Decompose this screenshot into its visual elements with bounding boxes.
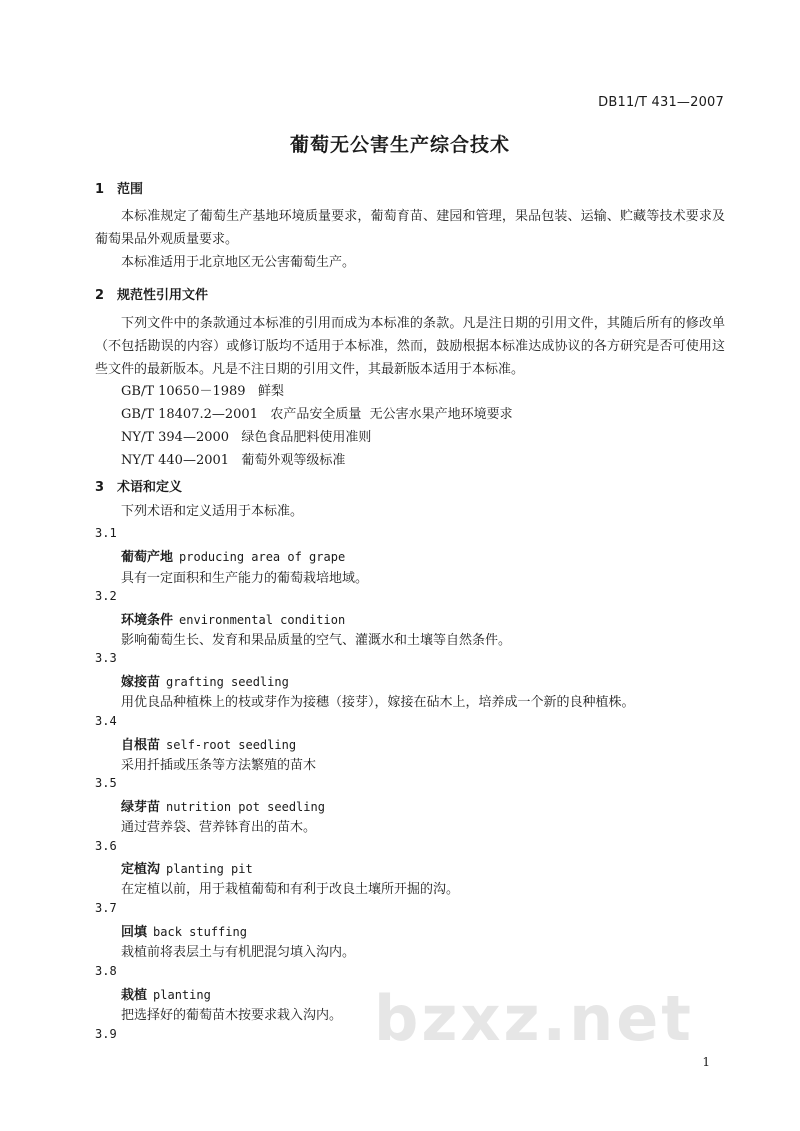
term-name <box>121 609 345 628</box>
term-name <box>121 796 325 815</box>
term-name <box>121 546 345 565</box>
reference-item: NY/T 394—2000 绿色食品肥料使用准则 <box>121 430 372 445</box>
watermark: bzxz.net <box>374 982 694 1055</box>
reference-item: GB/T 18407.2—2001 农产品安全质量 无公害水果产地环境要求 <box>121 407 513 422</box>
standard-code: DB11/T 431—2007 <box>598 95 724 110</box>
term-definition: 具有一定面积和生产能力的葡萄栽培地域。 <box>121 571 369 586</box>
term-name-en: back stuffing <box>153 925 247 939</box>
reference-item: GB/T 10650－1989 鲜梨 <box>121 384 284 399</box>
terms-intro-paragraph: 下列术语和定义适用于本标准。 <box>121 504 304 519</box>
term-name-zh: 绿芽苗 <box>121 800 161 815</box>
section-number: 2 <box>95 288 105 303</box>
section-number: 3 <box>95 480 105 495</box>
section-title: 范围 <box>117 182 144 197</box>
term-name <box>121 921 247 940</box>
term-name-zh: 栽植 <box>121 988 148 1003</box>
term-definition: 用优良品种植株上的枝或芽作为接穗（接芽），嫁接在砧木上，培养成一个新的良种植株。 <box>121 695 635 710</box>
term-name-zh: 嫁接苗 <box>121 675 161 690</box>
term-number: 3.4 <box>95 714 117 728</box>
term-name <box>121 671 289 690</box>
document-title: 葡萄无公害生产综合技术 <box>289 134 510 156</box>
section-heading-terms <box>95 476 182 495</box>
term-name-en: self-root seedling <box>166 738 297 752</box>
term-definition: 采用扦插或压条等方法繁殖的苗木 <box>121 758 317 773</box>
page-number: 1 <box>702 1055 710 1069</box>
term-name-en: grafting seedling <box>166 675 289 689</box>
term-name-zh: 葡萄产地 <box>121 550 174 565</box>
term-definition: 栽植前将表层土与有机肥混匀填入沟内。 <box>121 945 356 960</box>
term-name-en: producing area of grape <box>179 550 346 564</box>
term-number: 3.9 <box>95 1027 117 1041</box>
term-definition: 把选择好的葡萄苗木按要求栽入沟内。 <box>121 1008 343 1023</box>
term-name <box>121 858 253 877</box>
term-number: 3.1 <box>95 526 117 540</box>
term-name-zh: 环境条件 <box>121 613 174 628</box>
scope-paragraph-2: 本标准适用于北京地区无公害葡萄生产。 <box>121 255 356 270</box>
term-name-zh: 定植沟 <box>121 862 161 877</box>
section-heading-normative-references <box>95 284 208 303</box>
term-number: 3.6 <box>95 839 117 853</box>
term-name <box>121 734 296 753</box>
term-definition: 通过营养袋、营养钵育出的苗木。 <box>121 820 317 835</box>
term-name-en: planting <box>153 988 211 1002</box>
term-number: 3.5 <box>95 776 117 790</box>
section-title: 规范性引用文件 <box>117 288 209 303</box>
term-number: 3.8 <box>95 964 117 978</box>
term-name-zh: 回填 <box>121 925 148 940</box>
term-number: 3.7 <box>95 901 117 915</box>
reference-item: NY/T 440—2001 葡萄外观等级标准 <box>121 453 346 468</box>
section-number: 1 <box>95 182 105 197</box>
term-name <box>121 984 211 1003</box>
term-name-en: planting pit <box>166 862 253 876</box>
section-heading-scope <box>95 178 143 197</box>
term-number: 3.2 <box>95 589 117 603</box>
term-definition: 影响葡萄生长、发育和果品质量的空气、灌溉水和土壤等自然条件。 <box>121 633 512 648</box>
term-name-en: environmental condition <box>179 613 346 627</box>
scope-paragraph-1: 本标准规定了葡萄生产基地环境质量要求，葡萄育苗、建园和管理，果品包装、运输、贮藏等技术要求及葡萄果品外观质量要求。 <box>95 209 725 247</box>
normative-intro-paragraph: 下列文件中的条款通过本标准的引用而成为本标准的条款。凡是注日期的引用文件，其随后所有的修改单（不包括勘误的内容）或修订版均不适用于本标准，然而，鼓励根据本标准达成协议的各方研究是否可使用这些文件的最新版本。凡是不注日期的引用文件，其最新版本适用于本标准。 <box>95 316 725 377</box>
term-number: 3.3 <box>95 651 117 665</box>
term-definition: 在定植以前，用于栽植葡萄和有利于改良土壤所开掘的沟。 <box>121 882 460 897</box>
term-name-en: nutrition pot seedling <box>166 800 325 814</box>
section-title: 术语和定义 <box>117 480 183 495</box>
term-name-zh: 自根苗 <box>121 738 161 753</box>
